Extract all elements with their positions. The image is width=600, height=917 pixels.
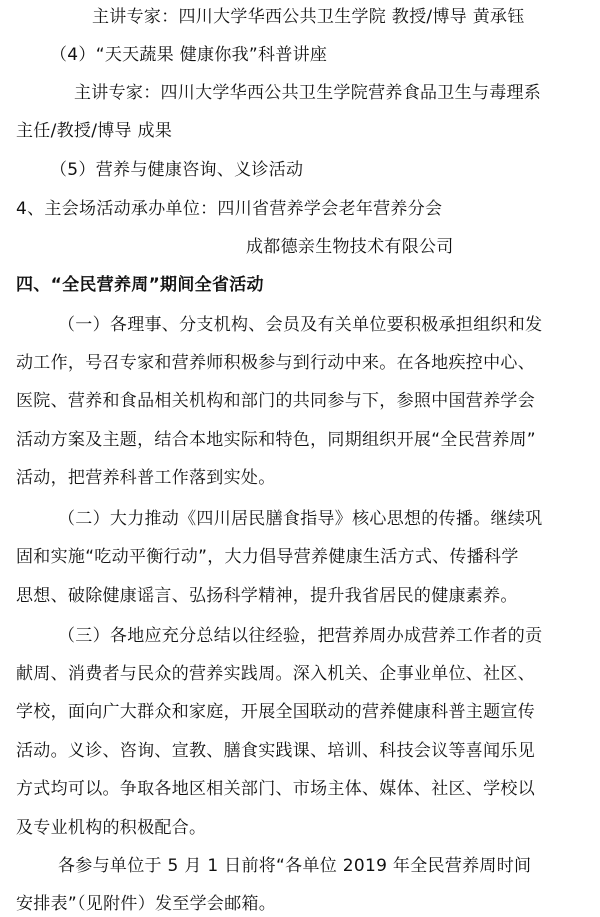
- para-3-line-6: 及专业机构的积极配合。: [16, 818, 207, 838]
- para-1-line-5: 活动，把营养科普工作落到实处。: [16, 468, 276, 488]
- section-4-heading: 四、“全民营养周”期间全省活动: [16, 275, 264, 295]
- item-4-heading: （4）“天天蔬果 健康你我”科普讲座: [50, 45, 328, 65]
- organizer-line: 4、主会场活动承办单位：四川省营养学会老年营养分会: [16, 199, 443, 219]
- para-4-line-2: 安排表”（见附件）发至学会邮箱。: [16, 894, 277, 914]
- speaker-line-1: 主讲专家：四川大学华西公共卫生学院 教授/博导 黄承钰: [92, 7, 525, 27]
- para-1-line-1: （一）各理事、分支机构、会员及有关单位要积极承担组织和发: [58, 315, 543, 335]
- para-1-line-4: 活动方案及主题，结合本地实际和特色，同期组织开展“全民营养周”: [16, 430, 536, 450]
- para-3-line-2: 献周、消费者与民众的营养实践周。深入机关、企事业单位、社区、: [16, 664, 535, 684]
- item-5-heading: （5）营养与健康咨询、义诊活动: [50, 160, 304, 180]
- para-2-line-3: 思想、破除健康谣言、弘扬科学精神，提升我省居民的健康素养。: [16, 586, 518, 606]
- para-2-line-2: 固和实施“吃动平衡行动”，大力倡导营养健康生活方式、传播科学: [16, 547, 519, 567]
- para-1-line-2: 动工作，号召专家和营养师积极参与到行动中来。在各地疾控中心、: [16, 353, 535, 373]
- para-1-line-3: 医院、营养和食品相关机构和部门的共同参与下，参照中国营养学会: [16, 391, 535, 411]
- para-3-line-3: 学校，面向广大群众和家庭，开展全国联动的营养健康科普主题宣传: [16, 702, 535, 722]
- speaker-line-2-cont: 主任/教授/博导 成果: [16, 121, 173, 141]
- para-2-line-1: （二）大力推动《四川居民膳食指导》核心思想的传播。继续巩: [58, 509, 543, 529]
- para-3-line-4: 活动。义诊、咨询、宣教、膳食实践课、培训、科技会议等喜闻乐见: [16, 741, 535, 761]
- para-3-line-5: 方式均可以。争取各地区相关部门、市场主体、媒体、社区、学校以: [16, 779, 535, 799]
- speaker-line-2: 主讲专家：四川大学华西公共卫生学院营养食品卫生与毒理系: [74, 83, 542, 103]
- organizer-line-2: 成都德亲生物技术有限公司: [246, 237, 454, 257]
- para-4-line-1: 各参与单位于 5 月 1 日前将“各单位 2019 年全民营养周时间: [58, 856, 532, 876]
- para-3-line-1: （三）各地应充分总结以往经验，把营养周办成营养工作者的贡: [58, 626, 543, 646]
